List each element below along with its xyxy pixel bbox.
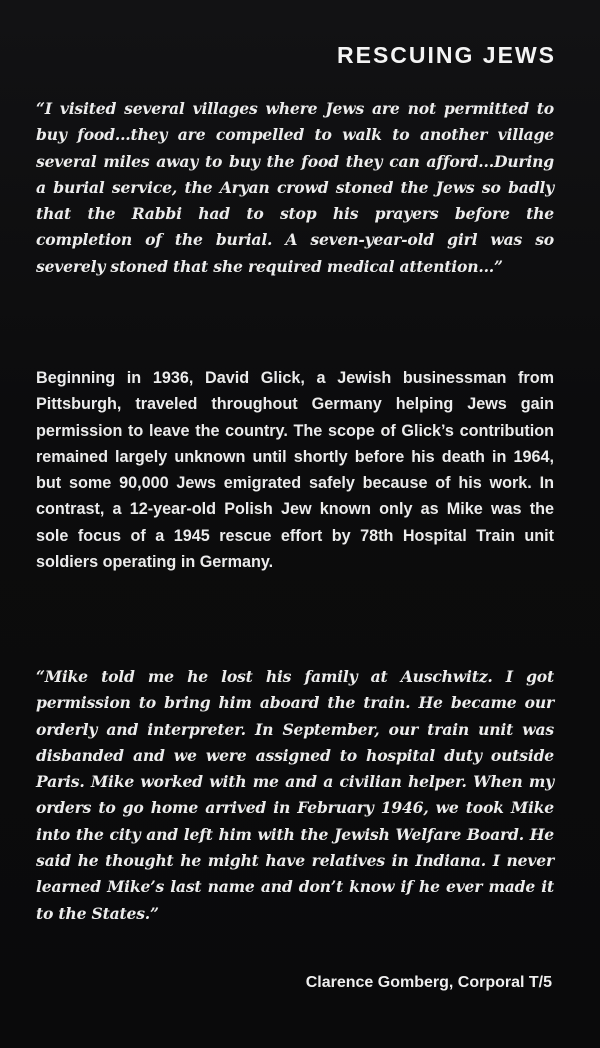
panel-title: RESCUING JEWS: [337, 42, 556, 68]
testimony-quote: “Mike told me he lost his family at Auschwitz. I got permission to bring him aboard the train. He became our orderly and interpreter. In September, our train unit was disbanded and we were assigned to hospital duty outside Paris. Mike worked with me and a civilian helper. When my orders to go home arrived in February 1946, we took Mike into the city and left him with the Jewish Welfare Board. He said he thought he might have relatives in Indiana. I never learned Mike’s last name and don’t know if he ever made it to the States.”: [36, 667, 554, 923]
body-paragraph: Beginning in 1936, David Glick, a Jewish businessman from Pittsburgh, traveled throughout Germany helping Jews gain permission to leave the country. The scope of Glick’s contribution remained largely unknown until shortly before his death in 1964, but some 90,000 Jews emigrated safely because of his work. In contrast, a 12-year-old Polish Jew known only as Mike was the sole focus of a 1945 rescue effort by 78th Hospital Train unit soldiers operating in Germany.: [36, 369, 554, 572]
quote-attribution: Clarence Gomberg, Corporal T/5: [305, 974, 552, 991]
opening-quote: “I visited several villages where Jews are not permitted to buy food...they are compelled to walk to another village several miles away to buy the food they can afford...During a burial service, the Aryan crowd stoned the Jews so badly that the Rabbi had to stop his prayers before the completion of the burial. A seven-year-old girl was so severely stoned that she required medical attention...”: [36, 99, 554, 276]
